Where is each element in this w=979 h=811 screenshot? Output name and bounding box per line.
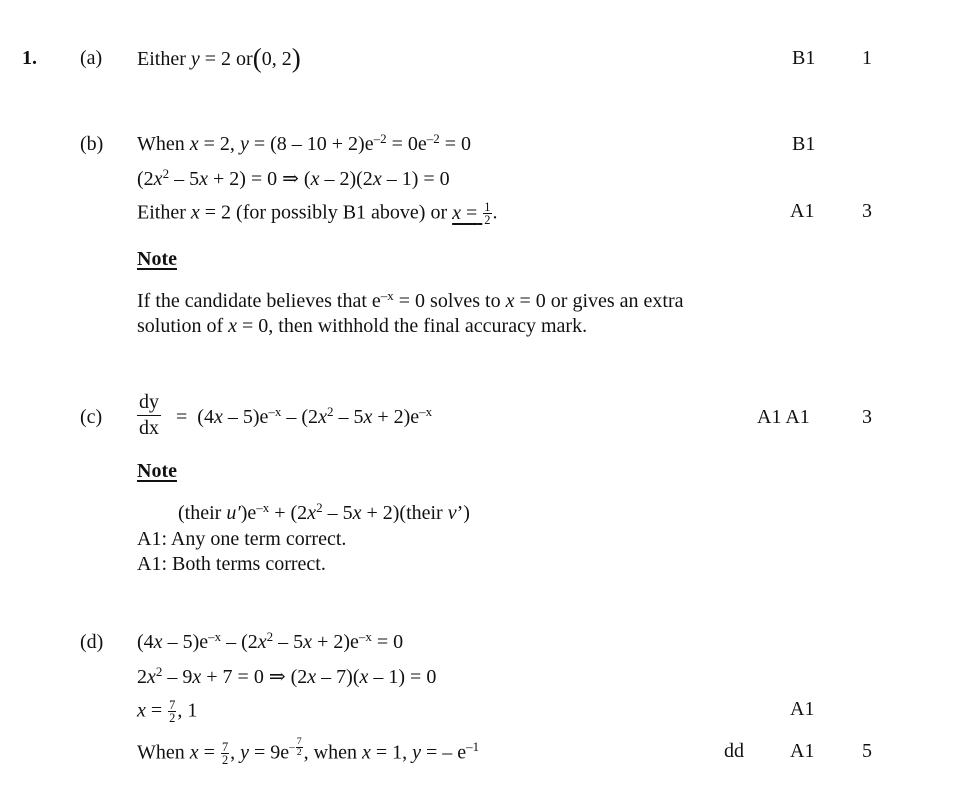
part-b-note-heading: Note bbox=[137, 248, 177, 270]
part-b-note-line-2: solution of x = 0, then withhold the final accuracy mark. bbox=[137, 315, 588, 337]
fraction-seven-halves-2: $\frac{7}{2}$ bbox=[221, 740, 229, 768]
question-number: 1. bbox=[22, 47, 37, 69]
fraction-one-half: $\frac{1}{2}$ bbox=[484, 200, 491, 228]
part-c-derivative: $\frac{dy}{dx}$ bbox=[139, 391, 159, 439]
part-d-mark-2: A1 bbox=[790, 740, 815, 762]
part-b-mark-1: B1 bbox=[792, 133, 816, 155]
part-c-total: 3 bbox=[862, 406, 872, 428]
part-b-line-2: $(2x^2 - 5x + 2) = 0$ ⇒ (x – 2)(2x – 1) = 0 bbox=[137, 165, 450, 190]
part-c-note-heading: Note bbox=[137, 460, 177, 482]
part-c-note-line-3: A1: Both terms correct. bbox=[137, 553, 326, 575]
part-b-label: (b) bbox=[80, 133, 104, 155]
part-b-line-1: When x = 2, $y = (8 - 10 + 2)e^{-2} = 0e^{-2} = 0$ bbox=[137, 130, 472, 155]
part-d-mark-1: A1 bbox=[790, 698, 815, 720]
part-c-note-line-1: (their $u')e^{-x} + (2x^2 - 5x$ + 2)(their v’) bbox=[178, 499, 470, 524]
exponent-fraction: $\frac{7}{2}$ bbox=[296, 736, 302, 759]
part-a-label: (a) bbox=[80, 47, 103, 69]
part-d-dd: dd bbox=[724, 740, 744, 762]
part-d-line-4: When x = $\frac{7}{2}$ , $y = 9e^{- \frac{7}{2}}$ , when x = 1, y = – $e^{-1}$ bbox=[137, 736, 480, 768]
part-a-line-1: Either y = 2 or(0, 2) bbox=[137, 43, 301, 73]
part-b-mark-2: A1 bbox=[790, 200, 815, 222]
part-c-marks: A1 A1 bbox=[757, 406, 810, 428]
part-d-line-3: x = $\frac{7}{2}$ , 1 bbox=[137, 698, 198, 726]
part-c-label: (c) bbox=[80, 406, 103, 428]
part-a-mark-1: B1 bbox=[792, 47, 816, 69]
part-c-expression: = $(4x - 5)e^{-x} - (2x^2 - 5x + 2)e^{-x}$ bbox=[176, 403, 433, 428]
part-d-line-1: $(4x - 5)e^{-x} - (2x^2 - 5x + 2)e^{-x} = 0$ bbox=[137, 628, 404, 653]
part-b-note-line-1: If the candidate believes that $e^{-x} = 0$ solves to x = 0 or gives an extra bbox=[137, 287, 684, 312]
part-d-total: 5 bbox=[862, 740, 872, 762]
part-d-label: (d) bbox=[80, 631, 104, 653]
part-b-line-3: Either x = 2 (for possibly B1 above) or x = $\frac{1}{2}$ . bbox=[137, 200, 498, 228]
fraction-seven-halves: $\frac{7}{2}$ bbox=[169, 698, 176, 726]
part-c-note-line-2: A1: Any one term correct. bbox=[137, 528, 347, 550]
part-a-total: 1 bbox=[862, 47, 872, 69]
part-b-total: 3 bbox=[862, 200, 872, 222]
part-d-line-2: $2x^2 - 9x + 7 = 0$ ⇒ (2x – 7)(x – 1) = 0 bbox=[137, 663, 437, 688]
